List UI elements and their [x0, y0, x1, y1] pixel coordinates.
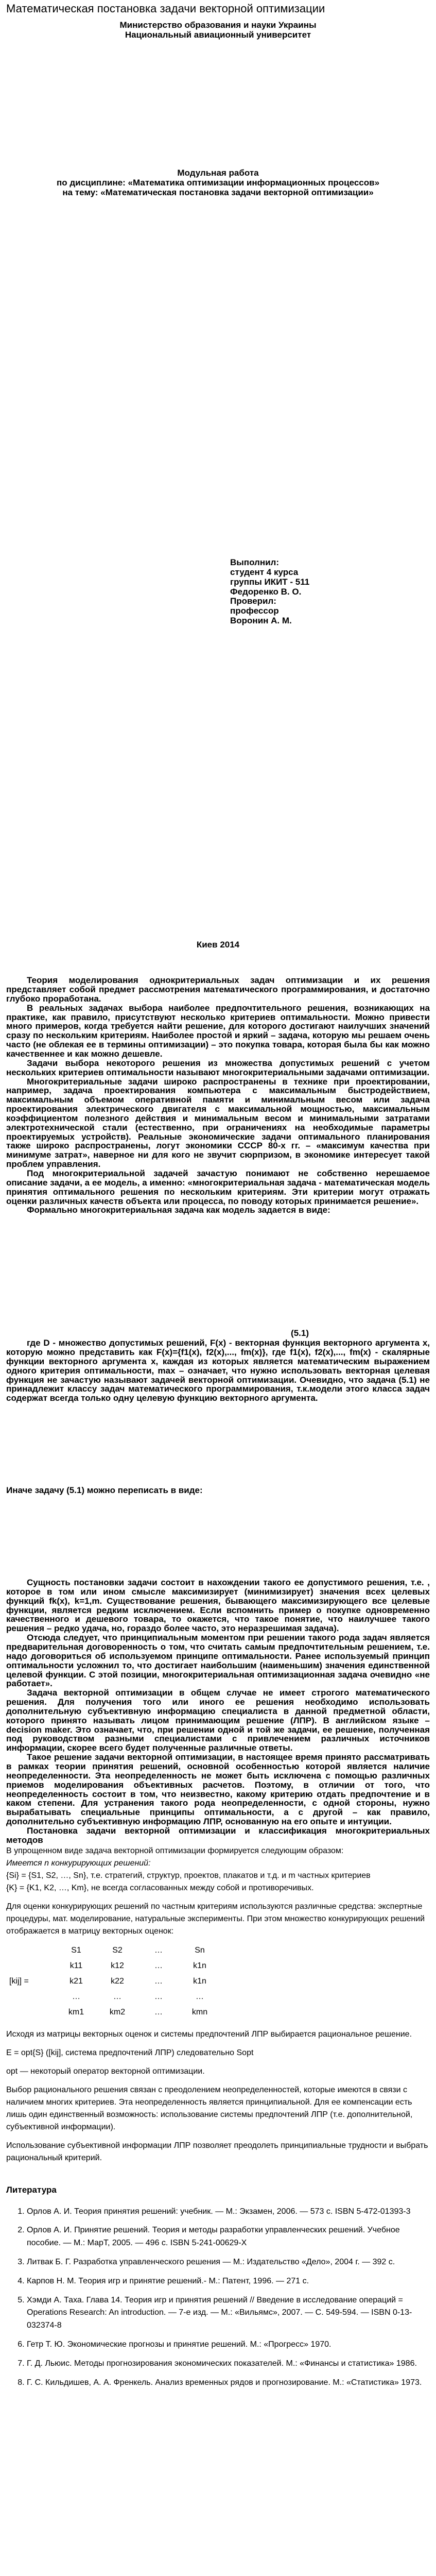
- matrix-table: [56, 1943, 220, 2020]
- author-block: [230, 558, 430, 625]
- matrix-cell: …: [72, 1992, 80, 2001]
- solution-paragraph: Сущность постановки задачи состоит в нахождении такого ее допустимого решения, т.е. , которое в том или ином смысле максимизирует (минимизирует) значения всех целевых функций fk(x), k=1,m. Существование решения, бывающего максимизирующего все целевые функции, является редким исключением. Если вспомнить пример о покупке одновременно качественного и дешевого товара, то окажется, что такое понятие, что наилучшее такого решения – редко удача, но, гораздо более часто, это неразрешимая задача).: [6, 1578, 430, 1634]
- matrix-row: [56, 1943, 220, 1958]
- solution-paragraph: Такое решение задачи векторной оптимизации, в настоящее время принято рассматривать в рамках теории принятия решений, основной особенностью которой является наличие неопределенности. Эта неопределенность не может быть исключена с помощью различных приемов моделирования объективных расчетов. Поэтому, в отличии от того, что неопределенность состоит в том, что неизвестно, какому критерию отдать предпочтение и в каком степени. Для устранения такого рода неопределенности, с одной стороны, нужно вырабатывать специальные принципы оптимальности, а с другой – как правило, дополнительно субъективную информацию ЛПР, основанную на его опыте и интуиции.: [6, 1752, 430, 1827]
- discipline: по дисциплине: «Математика оптимизации информационных процессов»: [56, 178, 380, 188]
- evaluation-matrix: [6, 1943, 430, 2020]
- matrix-row: [56, 1974, 220, 1989]
- regular-section: [6, 1845, 430, 1938]
- work-type: Модульная работа: [177, 168, 259, 178]
- matrix-cell: S1: [71, 1945, 81, 1955]
- body-paragraph: {Si} = {S1, S2, …, Sn}, т.е. стратегий, структур, проектов, плакатов и т.д. и m частных критериев: [6, 1871, 371, 1880]
- solution-paragraph: Задача векторной оптимизации в общем случае не имеет строгого математического решения. Для получения того или иного ее решения необходимо использовать дополнительную субъективную информацию специалиста в данной предметной области, которого принято называть лицом принимающим решение (ЛПР). В английском языке – decision maker. Это означает, что, при решении одной и той же задачи, ее решение, полученная под руководством разными специалистами с привлечением различных источников информации, скорее всего будет полученные различные ответы.: [6, 1688, 430, 1753]
- reference-item: 8. Г. С. Кильдишев, А. А. Френкель. Анализ временных рядов и прогнозирование. М.: «Статистика» 1973.: [27, 2377, 430, 2389]
- after-matrix-section: [6, 2028, 430, 2164]
- body-paragraph: {K} = {K1, K2, …, Km}, не всегда согласованных между собой и противоречивых.: [6, 1883, 314, 1892]
- author-line: Воронин А. М.: [230, 615, 292, 625]
- references-list: [6, 2206, 430, 2389]
- reference-item: 2. Орлов А. И. Принятие решений. Теория и методы разработки управленческих решений. Учебное пособие. — М.: МарТ, 2005. — 496 с. ISBN 5-241-00629-X: [27, 2224, 430, 2250]
- university-name: Национальный авиационный университет: [125, 29, 311, 40]
- body-paragraph: Имеется n конкурирующих решений:: [6, 1858, 151, 1868]
- matrix-row: [56, 1958, 220, 1974]
- intro-paragraph: Многокритериальные задачи широко распространены в технике при проектировании, например, задача проектирования компьютера с максимальным быстродействием, максимальным объемом оперативной памяти и минимальным весом или задача проектирования электрического двигателя с максимальной мощностью, максимальным коэффициентом полезного действия и минимальным весом и минимальными затратами электротехнической стали (естественно, при ограничениях на необходимые параметры проектируемых устройств). Реальные экономические задачи оптимального планирования также широко распространены, логут экономики СССР 80-х гг. – «максимум качества при минимуме затрат», наверное ни для кого не звучит сюрпризом, в экономике интересует такой проблем управления.: [6, 1076, 430, 1170]
- matrix-cell: k1n: [193, 1976, 206, 1986]
- matrix-row: [56, 2005, 220, 2020]
- body-paragraph: Использование субъективной информации ЛПР позволяет преодолеть принципиальные трудности и выбрать рациональный критерий.: [6, 2141, 428, 2162]
- matrix-cell: …: [154, 2007, 163, 2016]
- body-paragraph: Для оценки конкурирующих решений по частным критериям используются различные средства: экспертные процедуры, мат. моделирование, натуральные эксперименты. При этом множество конкурирующих решений отображается в матрицу векторных оценок:: [6, 1902, 425, 1936]
- author-line: Выполнил:: [230, 557, 280, 568]
- intro-paragraph: Под многокритериальной задачей зачастую понимают не собственно нерешаемое описание задачи, а ее модель, а именно: «многокритериальная задача - математическая модель принятия оптимального решения по нескольким критериям. Эти критерии могут отражать оценки различных качеств объекта или процесса, по поводу которых принимается решение».: [6, 1168, 430, 1206]
- city-year: Киев 2014: [196, 940, 240, 950]
- matrix-cell: km1: [68, 2007, 84, 2016]
- intro-paragraph: Задачи выбора некоторого решения из множества допустимых решений с учетом нескольких критериев оптимальности называют многокритериальными задачами оптимизации.: [6, 1058, 430, 1077]
- author-line: профессор: [230, 605, 279, 616]
- author-line: Федоренко В. О.: [230, 586, 302, 597]
- author-line: Проверил:: [230, 596, 276, 606]
- reference-item: 6. Гетр Т. Ю. Экономические прогнозы и принятие решений. М.: «Прогресс» 1970.: [27, 2338, 430, 2351]
- matrix-cell: …: [154, 1976, 163, 1986]
- intro-paragraph: В реальных задачах выбора наиболее предпочтительного решения, возникающих на практике, как правило, присутствуют несколько критериев оптимальности. Можно привести много примеров, когда требуется найти решение, для которого достигают наилучших значений сразу по нескольким критериям. Наиболее простой и яркий – задача, которую мы решаем очень часто (не облекая ее в термины оптимизации) – это покупка товара, которая была бы как можно качественнее и как можно дешевле.: [6, 1003, 430, 1059]
- matrix-row: [56, 1989, 220, 2005]
- matrix-cell: …: [196, 1992, 204, 2001]
- matrix-cell: k11: [69, 1961, 83, 1970]
- matrix-cell: km2: [109, 2007, 126, 2016]
- reference-item: 7. Г. Д. Льюис. Методы прогнозирования экономических показателей. М.: «Финансы и статистика» 1986.: [27, 2358, 430, 2370]
- matrix-cell: k21: [69, 1976, 83, 1986]
- body-paragraph: В упрощенном виде задача векторной оптимизации формируется следующим образом:: [6, 1846, 344, 1855]
- body-paragraph: Выбор рационального решения связан с преодолением неопределенностей, которые имеются в связи с наличием многих критериев. Эта неопределенность является принципиальной. Для ее компенсации есть лишь один единственный возможность: использование системы предпочтений ЛПР (т.е. дополнительной, субъективной информации).: [6, 2085, 413, 2131]
- matrix-cell: kmn: [191, 2007, 208, 2016]
- matrix-cell: Sn: [195, 1945, 205, 1955]
- matrix-cell: …: [154, 1961, 163, 1970]
- body-paragraph: Исходя из матрицы векторных оценок и системы предпочтений ЛПР выбирается рациональное решение.: [6, 2029, 412, 2039]
- title-page: [6, 21, 430, 197]
- intro-paragraph: Формально многокритериальная задача как модель задается в виде:: [27, 1205, 330, 1215]
- matrix-cell: S2: [112, 1945, 123, 1955]
- reference-item: 3. Литвак Б. Г. Разработка управленческого решения — М.: Издательство «Дело», 2004 г. — 392 с.: [27, 2256, 430, 2269]
- matrix-cell: …: [154, 1945, 163, 1955]
- matrix-label: [kij] =: [9, 1976, 29, 1986]
- section-heading: Постановка задачи векторной оптимизации и классификация многокритериальных методов: [6, 1825, 430, 1845]
- formula-explanation: где D - множество допустимых решений, F(x) - векторная функция векторного аргумента x, которую можно представить как F(x)={f1(x), f2(x),..., fm(x)}, где f1(x), f2(x),..., fm(x) - скалярные функции векторного аргумента x, каждая из которых является математическим выражением одного критерия оптимальности, max – означает, что нужно использовать векторная целевая функция не зачастую называют задачей векторной оптимизации. Очевидно, что задача (5.1) не принадлежит классу задач математического программирования, т.к.модели этого класса задач содержат всегда только одну целевую функцию векторного аргумента.: [6, 1338, 430, 1403]
- matrix-cell: k1n: [193, 1961, 206, 1970]
- topic: на тему: «Математическая постановка задачи векторной оптимизации»: [62, 187, 374, 197]
- ministry-name: Министерство образования и науки Украины: [119, 20, 317, 30]
- reference-item: 4. Карпов Н. М. Теория игр и принятие решений.- М.: Патент, 1996. — 271 с.: [27, 2275, 430, 2288]
- references-title: Литература: [6, 2184, 57, 2195]
- body-paragraph: opt — некоторый оператор векторной оптимизации.: [6, 2066, 205, 2076]
- document-title: Математическая постановка задачи векторной оптимизации: [6, 2, 325, 15]
- reference-item: 5. Хэмди А. Таха. Глава 14. Теория игр и принятия решений // Введение в исследование операций = Operations Research: An introduction. — 7-е изд. — М.: «Вильямс», 2007. — С. 549-594. — ISBN 0-13-032374-8: [27, 2294, 430, 2332]
- organization-header: [6, 21, 430, 40]
- intro-section: [6, 976, 430, 1215]
- reference-item: 1. Орлов А. И. Теория принятия решений: учебник. — М.: Экзамен, 2006. — 573 с. ISBN 5-472-01393-3: [27, 2206, 430, 2218]
- matrix-cell: …: [113, 1992, 121, 2001]
- matrix-cell: …: [154, 1992, 163, 2001]
- work-title-block: [6, 168, 430, 197]
- author-line: группы ИКИТ - 511: [230, 577, 310, 587]
- solution-section: [6, 1578, 430, 1844]
- author-line: студент 4 курса: [230, 567, 299, 578]
- body-paragraph: E = opt{S} ([kij], система предпочтений ЛПР) следовательно Sopt: [6, 2048, 254, 2057]
- formula-number: (5.1): [291, 1328, 309, 1338]
- intro-paragraph: Теория моделирования однокритериальных задач оптимизации и их решения представляет собой предмет рассмотрения математического программирования, и достаточно глубоко проработана.: [6, 975, 430, 1004]
- matrix-cell: k22: [111, 1976, 124, 1986]
- solution-paragraph: Отсюда следует, что принципиальным моментом при решении такого рода задач является предварительная договоренность о том, что считать самым предпочтительным решением, т.е. надо договориться об используемом принципе оптимальности. Ранее используемый принцип оптимальности усложнил то, что достигает наибольшим (наименьшим) значения единственной целевой функции. С этой позиции, многокритериальная оптимизационная задача очевидно «не работает».: [6, 1633, 430, 1689]
- matrix-cell: k12: [111, 1961, 124, 1970]
- section-subheading: Иначе задачу (5.1) можно переписать в виде:: [6, 1485, 203, 1496]
